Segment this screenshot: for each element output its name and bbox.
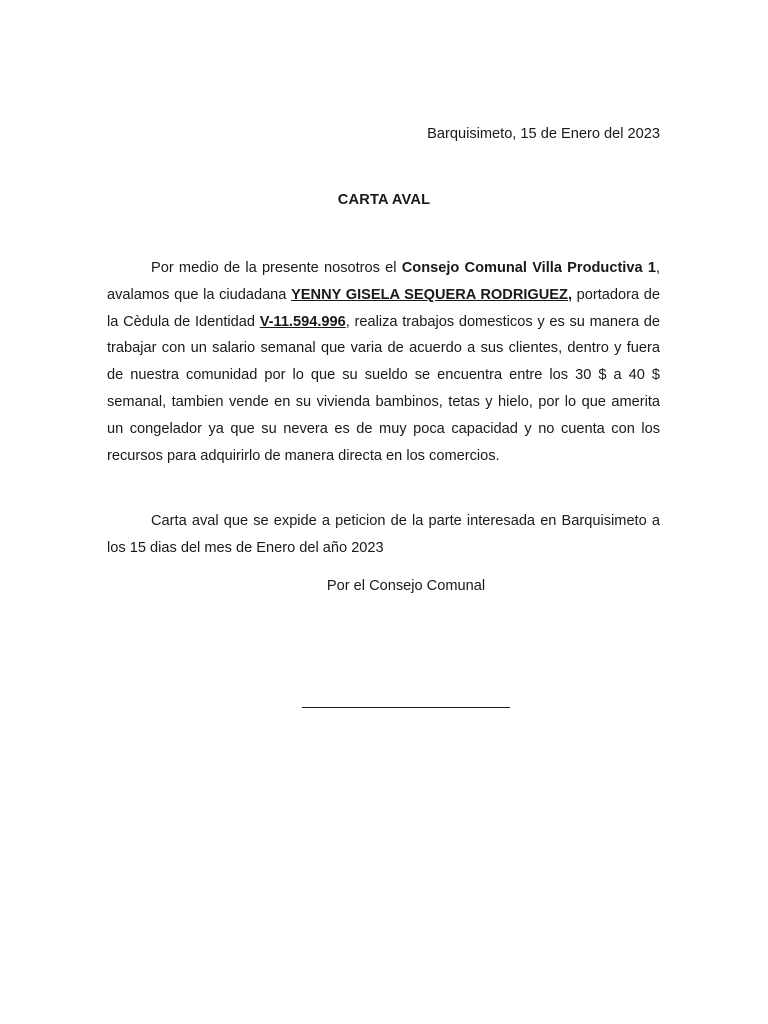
organization-name: Consejo Comunal Villa Productiva 1 [401,260,656,276]
body-paragraph-1 [107,255,660,469]
letter-title: CARTA AVAL [337,192,431,208]
closing-line: Por el Consejo Comunal [326,578,486,594]
paragraph-1-text-4: , realiza trabajos domesticos y es su manera de trabajar con un salario semanal que varia de acuerdo a sus clientes, dentro y fuera de nuestra comunidad por lo que su sueldo se encuentra entre los 30 $ a 40 $ semanal, tambien vende en su vivienda bambinos, tetas y hielo, por lo que amerita un congelador ya que su nevera es de muy poca capacidad y no cuenta con los recursos para adquirirlo de manera directa en los comercios. [107,313,660,464]
paragraph-2-text: Carta aval que se expide a peticion de la parte interesada en Barquisimeto a los 15 dias del mes de Enero del año 2023 [107,513,660,556]
date-line: Barquisimeto, 15 de Enero del 2023 [427,126,660,142]
paragraph-1-text-1: Por medio de la presente nosotros el [151,260,402,276]
citizen-name: YENNY GISELA SEQUERA RODRIGUEZ, [291,286,573,303]
paragraph-1-text-2: , avalamos que la ciudadana [107,260,660,303]
signature-line [302,707,510,708]
paragraph-1-text-3: portadora de la Cèdula de Identidad [107,286,660,330]
body-paragraph-2 [107,508,660,562]
id-number: V-11.594.996 [259,313,346,330]
